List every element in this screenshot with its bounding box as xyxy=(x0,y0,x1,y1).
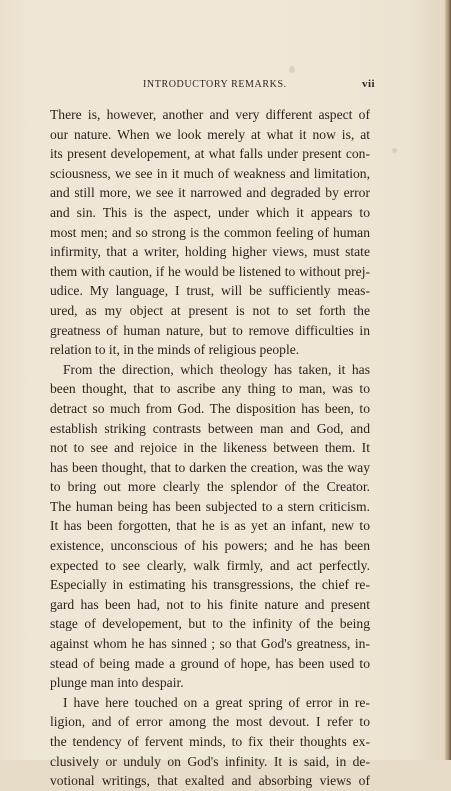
text-line: against whom he has sinned ; so that God's greatness, in- xyxy=(50,636,370,652)
text-line: most men; and so strong is the common feeling of human xyxy=(50,224,370,240)
text-line: relation to it, in the minds of religious people. xyxy=(50,342,300,358)
page-number: vii xyxy=(362,78,376,90)
text-line: gard has been had, not to his finite nature and present xyxy=(50,596,370,612)
text-line: them with caution, if he would be listened to without prej- xyxy=(50,263,370,279)
text-line: I have here touched on a great spring of error in re- xyxy=(63,694,370,710)
text-line: infirmity, that a writer, holding higher views, must state xyxy=(50,244,370,260)
text-line: our nature. When we look merely at what it now is, at xyxy=(50,126,370,142)
text-line: ligion, and of error among the most devout. I refer to xyxy=(50,714,370,730)
text-line: and still more, we see it narrowed and degraded by error xyxy=(50,185,370,201)
text-line: There is, however, another and very different aspect of xyxy=(50,107,370,122)
text-line: and sin. This is the aspect, under which it appears to xyxy=(50,204,370,220)
text-line: the tendency of fervent minds, to fix their thoughts ex- xyxy=(50,734,370,749)
text-line: its present developement, at what falls under present con- xyxy=(50,146,370,162)
paragraph-3 xyxy=(50,693,370,791)
text-line: not to see and rejoice in the likeness between them. It xyxy=(50,440,370,456)
page-header xyxy=(0,79,445,95)
text-line: establish striking contrasts between man and God, and xyxy=(50,420,370,436)
text-line: been thought, that to ascribe any thing to man, was to xyxy=(50,381,370,397)
text-line: ured, as my object at present is not to set forth the xyxy=(50,302,370,318)
paper-stain xyxy=(392,148,397,153)
paragraph-1 xyxy=(50,105,370,360)
text-line: plunge man into despair. xyxy=(50,675,184,691)
text-line: existence, unconscious of his powers; and he has been xyxy=(50,538,370,554)
text-line: Especially in estimating his transgressions, the chief re- xyxy=(50,577,370,593)
text-line: detract so much from God. The disposition has been, to xyxy=(50,400,370,416)
text-line: sciousness, we see in it much of weakness and limitation, xyxy=(50,165,370,181)
text-line: stead of being made a ground of hope, has been used to xyxy=(50,655,370,671)
text-line: The human being has been subjected to a stern criticism. xyxy=(50,498,370,514)
text-line: stage of developement, but to the infinity of the being xyxy=(50,616,370,632)
text-line: has been thought, that to darken the creation, was the way xyxy=(50,459,370,475)
body-text xyxy=(50,105,370,791)
paper-stain xyxy=(289,66,295,73)
text-line: From the direction, which theology has taken, it has xyxy=(63,361,370,377)
text-line: udice. My language, I trust, will be sufficiently meas- xyxy=(50,283,370,299)
running-head: INTRODUCTORY REMARKS. xyxy=(143,79,287,90)
book-edge xyxy=(445,0,451,760)
text-line: expected to see clearly, walk firmly, and act perfectly. xyxy=(50,557,370,573)
text-line: clusively or unduly on God's infinity. It is said, in de- xyxy=(50,753,370,769)
text-line: to bring out more clearly the splendor of the Creator. xyxy=(50,479,370,495)
text-line: It has been forgotten, that he is as yet an infant, new to xyxy=(50,518,370,534)
text-line: votional writings, that exalted and absorbing views of xyxy=(50,773,370,789)
text-line: greatness of human nature, but to remove difficulties in xyxy=(50,322,370,338)
paragraph-2 xyxy=(50,360,370,693)
